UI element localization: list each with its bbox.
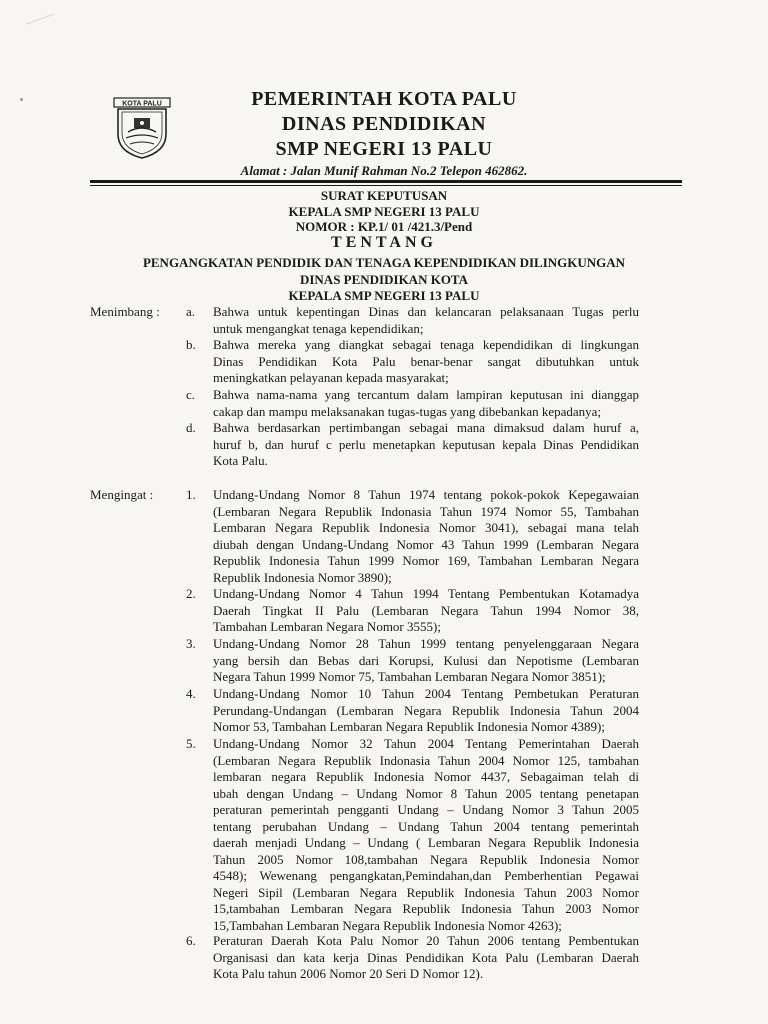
text-line: Bahwa mereka yang diangkat sebagai tenaga kependidikan di lingkungan [213,337,639,352]
text-line: Undang-Undang Nomor 8 Tahun 1974 tentang pokok-pokok Kepegawaian [213,487,639,502]
mengingat-item-marker: 6. [186,933,196,948]
mengingat-item-text [213,686,639,736]
text-line: (Lembaran Negara Republik Indonasia Tahun 1974 Nomor 55, Tambahan [213,503,639,519]
text-line: Bahwa nama-nama yang tercantum dalam lampiran keputusan ini dianggap [213,387,639,402]
text-line: Daerah Tingkat II Palu (Lembaran Negara Tahun 1994 Nomor 38, [213,602,639,618]
menimbang-item-text [213,387,639,420]
text-line: Bahwa untuk kepentingan Dinas dan kelancaran pelaksanaan Tugas perlu [213,304,639,319]
decree-about-heading: TENTANG [331,234,437,251]
text-line: Tahun 2005 Nomor 108,tambahan Negara Republik Indonesia Nomor [213,851,639,867]
text-line: cakap dan mampu melaksanakan tugas-tugas yang dibebankan kepadanya; [213,403,602,419]
text-line: Undang-Undang Nomor 10 Tahun 2004 Tentang Pembetukan Peraturan [213,686,639,701]
text-line: yang bersih dan Bebas dari Korupsi, Kulusi dan Nepotisme (Lembaran [213,652,639,668]
menimbang-item-marker: d. [186,420,196,435]
text-line: Undang-Undang Nomor 32 Tahun 2004 Tentang Pemerintahan Daerah [213,736,639,751]
text-line: peraturan pemerintah pengganti Undang – Undang Nomor 3 Tahun 2005 [213,802,639,817]
text-line: Tambahan Lembaran Negara Nomor 3555); [213,619,441,634]
text-line: meningkatkan pelayanan kepada masyarakat; [213,370,449,385]
text-line: Perundang-Undangan (Lembaran Negara Republik Indonesia Tahun 2004 [213,702,639,718]
letterhead-rule-thin [90,185,682,186]
letterhead-department: DINAS PENDIDIKAN [281,113,487,135]
menimbang-item-marker: b. [186,337,196,352]
mengingat-item-text [213,636,639,686]
decree-issuer: KEPALA SMP NEGERI 13 PALU [288,204,480,219]
menimbang-item-marker: c. [186,387,196,402]
text-line: Republik Indonesia Nomor 3890); [213,569,392,585]
text-line: Negeri Sipil (Lembaran Negara Republik Indonesia Tahun 2003 Nomor [213,884,639,900]
logo-caption: KOTA PALU [122,100,162,108]
mengingat-item-marker: 4. [186,686,196,701]
letterhead-school: SMP NEGERI 13 PALU [275,138,493,160]
text-line: Dinas Pendidikan Kota Palu benar-benar sangat dibutuhkan untuk [213,353,639,369]
letterhead-address: Alamat : Jalan Munif Rahman No.2 Telepon 462862. [240,163,528,178]
menimbang-label: Menimbang : [90,304,160,319]
text-line: Bahwa berdasarkan pertimbangan sebagai mana dimaksud dalam huruf a, [213,420,639,435]
mengingat-item-marker: 1. [186,487,196,502]
letterhead-government: PEMERINTAH KOTA PALU [251,88,517,110]
text-line: daerah menjadi Undang – Undang ( Lembaran Negara Republik Indonesia [213,835,639,850]
letterhead-rule [90,180,682,183]
text-line: lembaran negara Republik Indonesia Nomor 4437, Sebagaiman telah di [213,769,639,784]
decree-number: NOMOR : KP.1/ 01 /421.3/Pend [295,219,473,234]
text-line: diubah dengan Undang-Undang Nomor 43 Tahun 1999 (Lembaran Negara [213,536,639,552]
text-line: Kota Palu tahun 2006 Nomor 20 Seri D Nomor 12). [213,966,484,981]
mengingat-item-marker: 3. [186,636,196,651]
mengingat-label: Mengingat : [90,487,154,502]
mengingat-item-text [213,487,639,586]
text-line: (Lembaran Negara Republik Indonasia Tahun 2004 Nomor 125, tambahan [213,752,639,768]
mengingat-item-marker: 5. [186,736,196,751]
text-line: 15,Tambahan Lembaran Negara Republik Indonesia Nomor 4263); [213,917,562,933]
text-line: 15,tambahan Lembaran Negara Republik Indonesia Tahun 2003 Nomor [213,901,639,916]
text-line: Republik Indonesia Tahun 1999 Nomor 169, Tambahan Lembaran Negara [213,553,639,568]
text-line: 4548); Wewenang pengangkatan,Pemindahan,dan Pemberhentian Pegawai [213,868,639,883]
decree-subject-line1: PENGANGKATAN PENDIDIK DAN TENAGA KEPENDIDIKAN DILINGKUNGAN [142,255,626,270]
text-line: Organisasi dan kata kerja Dinas Pendidikan Kota Palu (Lembaran Daerah [213,949,639,965]
mengingat-item-text [213,586,639,636]
text-line: Kota Palu. [213,453,268,468]
decree-subject-line3: KEPALA SMP NEGERI 13 PALU [288,288,480,303]
menimbang-item-text [213,304,639,337]
text-line: tentang perubahan Undang – Undang Tahun 2004 tentang pemerintah [213,818,639,834]
menimbang-item-text [213,420,639,470]
mengingat-item-text [213,933,639,983]
menimbang-item-text [213,337,639,387]
text-line: ubah dengan Undang – Undang Nomor 8 Tahun 2005 tentang penetapan [213,785,639,801]
menimbang-item-marker: a. [186,304,196,319]
text-line: Negara Tahun 1999 Nomor 75, Tambahan Lembaran Negara Nomor 3851); [213,669,606,684]
text-line: Undang-Undang Nomor 28 Tahun 1999 tentang penyelenggaraan Negara [213,636,639,651]
text-line: Nomor 53, Tambahan Lembaran Negara Republik Indonesia Nomor 4389); [213,719,605,734]
decree-subject-line2: DINAS PENDIDIKAN KOTA [299,272,469,287]
text-line: Undang-Undang Nomor 4 Tahun 1994 Tentang Pembentukan Kotamadya [213,586,639,601]
text-line: untuk mengangkat tenaga kependidikan; [213,320,424,336]
scan-mark [26,13,59,37]
text-line: Peraturan Daerah Kota Palu Nomor 20 Tahun 2006 tentang Pembentukan [213,933,639,948]
text-line: huruf b, dan huruf c perlu menetapkan keputusan kepala Dinas Pendidikan [213,436,639,452]
mengingat-item-text [213,736,639,934]
mengingat-item-marker: 2. [186,586,196,601]
decree-type: SURAT KEPUTUSAN [320,188,448,203]
text-line: Lembaran Negara Republik Indonesia Nomor 3041), sebagai mana telah [213,520,639,535]
